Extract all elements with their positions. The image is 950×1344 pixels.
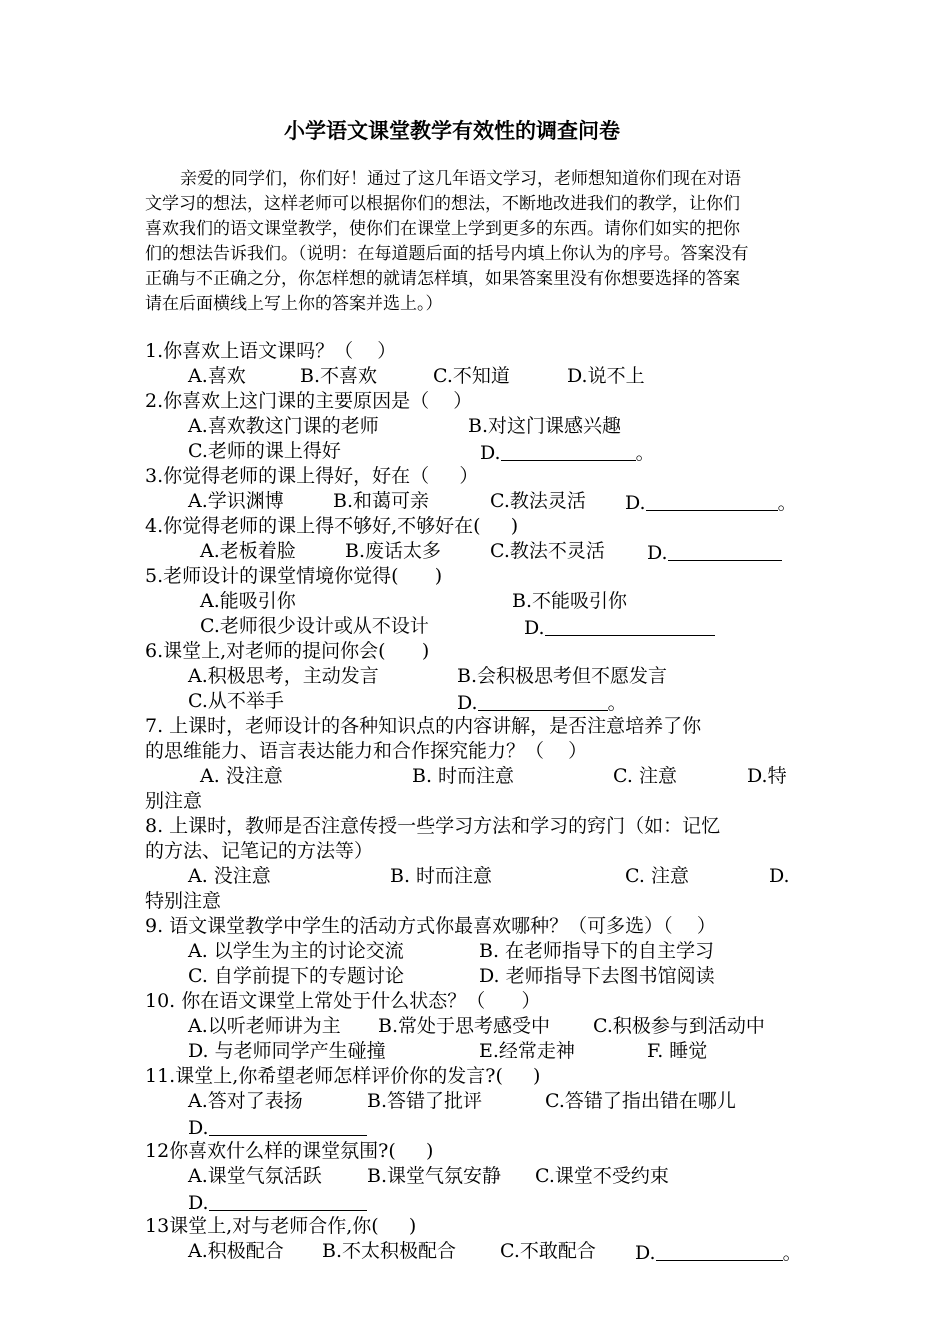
option-c: C.不敢配合 (500, 1240, 596, 1262)
option-a: A.课堂气氛活跃 (188, 1165, 322, 1187)
answer-blank[interactable] (501, 442, 636, 461)
question-text: 2.你喜欢上这门课的主要原因是（ ） (145, 390, 473, 412)
question-text: 12你喜欢什么样的课堂氛围?( ) (145, 1140, 434, 1162)
option-b: B. 在老师指导下的自主学习 (479, 940, 715, 962)
option-a: A.学识渊博 (188, 490, 284, 512)
option-b: B.不喜欢 (300, 365, 378, 387)
question-text: 的方法、记笔记的方法等） (145, 840, 374, 862)
option-a: A.答对了表扬 (188, 1090, 303, 1112)
option-c: C.老师的课上得好 (188, 440, 341, 462)
answer-blank[interactable] (545, 617, 715, 636)
answer-blank[interactable] (209, 1117, 367, 1136)
option-b: B.不太积极配合 (322, 1240, 457, 1262)
option-d: D. (769, 865, 790, 887)
option-c: C.不知道 (433, 365, 510, 387)
option-b: B.不能吸引你 (512, 590, 628, 612)
question-text: 5.老师设计的课堂情境你觉得( ) (145, 565, 443, 587)
question-text: 13课堂上,对与老师合作,你( ) (145, 1215, 417, 1237)
option-d: D. 与老师同学产生碰撞 (188, 1040, 386, 1062)
option-b: B.和蔼可亲 (333, 490, 430, 512)
answer-blank[interactable] (478, 692, 608, 711)
option-d: D. (188, 1192, 367, 1213)
question-text: 7. 上课时，老师设计的各种知识点的内容讲解，是否注意培养了你 (145, 715, 702, 737)
answer-blank[interactable] (656, 1242, 783, 1261)
option-a: A. 没注意 (188, 865, 271, 887)
question-text: 11.课堂上,你希望老师怎样评价你的发言?( ) (145, 1065, 541, 1087)
answer-blank[interactable] (668, 542, 782, 561)
option-b: B.废话太多 (345, 540, 442, 562)
option-c: C.课堂不受约束 (535, 1165, 669, 1187)
option-f: F. 睡觉 (647, 1040, 708, 1062)
option-a: A. 以学生为主的讨论交流 (188, 940, 404, 962)
option-d: D. (188, 1117, 367, 1138)
option-d: D.说不上 (567, 365, 645, 387)
option-d: 别注意 (145, 790, 203, 812)
option-a: A.积极思考，主动发言 (188, 665, 379, 687)
intro-line: 喜欢我们的语文课堂教学，使你们在课堂上学到更多的东西。请你们如实的把你 (145, 219, 740, 239)
option-a: A.喜欢 (188, 365, 246, 387)
option-b: B. 时而注意 (412, 765, 515, 787)
option-a: A. 没注意 (200, 765, 283, 787)
intro-line: 请在后面横线上写上你的答案并选上。） (145, 294, 443, 314)
option-c: C. 注意 (625, 865, 689, 887)
option-d: D. 。 (457, 692, 627, 714)
intro-line: 文学习的想法，这样老师可以根据你们的想法，不断地改进我们的教学，让你们 (145, 194, 740, 214)
option-a: A.积极配合 (188, 1240, 284, 1262)
option-a: A.能吸引你 (200, 590, 296, 612)
question-text: 4.你觉得老师的课上得不够好,不够好在( ) (145, 515, 519, 537)
intro-line: 们的想法告诉我们。（说明：在每道题后面的括号内填上你认为的序号。答案没有 (145, 244, 749, 264)
option-b: B. 时而注意 (390, 865, 493, 887)
option-c: C.老师很少设计或从不设计 (200, 615, 429, 637)
question-text: 1.你喜欢上语文课吗？（ ） (145, 340, 397, 362)
question-text: 10. 你在语文课堂上常处于什么状态？（ ） (145, 990, 541, 1012)
option-d: D.特 (747, 765, 787, 787)
option-d: D. 。 (625, 492, 797, 514)
option-b: B.答错了批评 (367, 1090, 483, 1112)
option-c: C.从不举手 (188, 690, 284, 712)
option-b: B.会积极思考但不愿发言 (457, 665, 668, 687)
answer-blank[interactable] (209, 1192, 367, 1211)
option-d: D. (647, 542, 782, 563)
intro-line: 亲爱的同学们，你们好！通过了这几年语文学习，老师想知道你们现在对语 (180, 169, 741, 189)
option-c: C. 注意 (613, 765, 677, 787)
option-d: D. 老师指导下去图书馆阅读 (479, 965, 715, 987)
option-a: A.以听老师讲为主 (188, 1015, 341, 1037)
option-b: B.常处于思考感受中 (378, 1015, 551, 1037)
option-a: A.喜欢教这门课的老师 (188, 415, 379, 437)
option-a: A.老板着脸 (200, 540, 296, 562)
option-d: D. 。 (480, 442, 655, 464)
page-title: 小学语文课堂教学有效性的调查问卷 (284, 118, 620, 143)
option-d: D. (524, 617, 715, 638)
option-c: C.教法灵活 (490, 490, 586, 512)
option-d: D. 。 (635, 1242, 802, 1264)
answer-blank[interactable] (646, 492, 778, 511)
option-c: C. 自学前提下的专题讨论 (188, 965, 404, 987)
option-d: 特别注意 (145, 890, 222, 912)
option-c: C.积极参与到活动中 (593, 1015, 765, 1037)
option-b: B.课堂气氛安静 (367, 1165, 502, 1187)
intro-line: 正确与不正确之分，你怎样想的就请怎样填，如果答案里没有你想要选择的答案 (145, 269, 740, 289)
question-text: 3.你觉得老师的课上得好，好在（ ） (145, 465, 479, 487)
question-text: 6.课堂上,对老师的提问你会( ) (145, 640, 430, 662)
question-text: 的思维能力、语言表达能力和合作探究能力？（ ） (145, 740, 588, 762)
question-text: 9. 语文课堂教学中学生的活动方式你最喜欢哪种？（可多选）（ ） (145, 915, 716, 937)
option-e: E.经常走神 (479, 1040, 575, 1062)
option-c: C.教法不灵活 (490, 540, 605, 562)
option-b: B.对这门课感兴趣 (468, 415, 622, 437)
option-c: C.答错了指出错在哪儿 (545, 1090, 736, 1112)
question-text: 8. 上课时，教师是否注意传授一些学习方法和学习的窍门（如：记忆 (145, 815, 721, 837)
